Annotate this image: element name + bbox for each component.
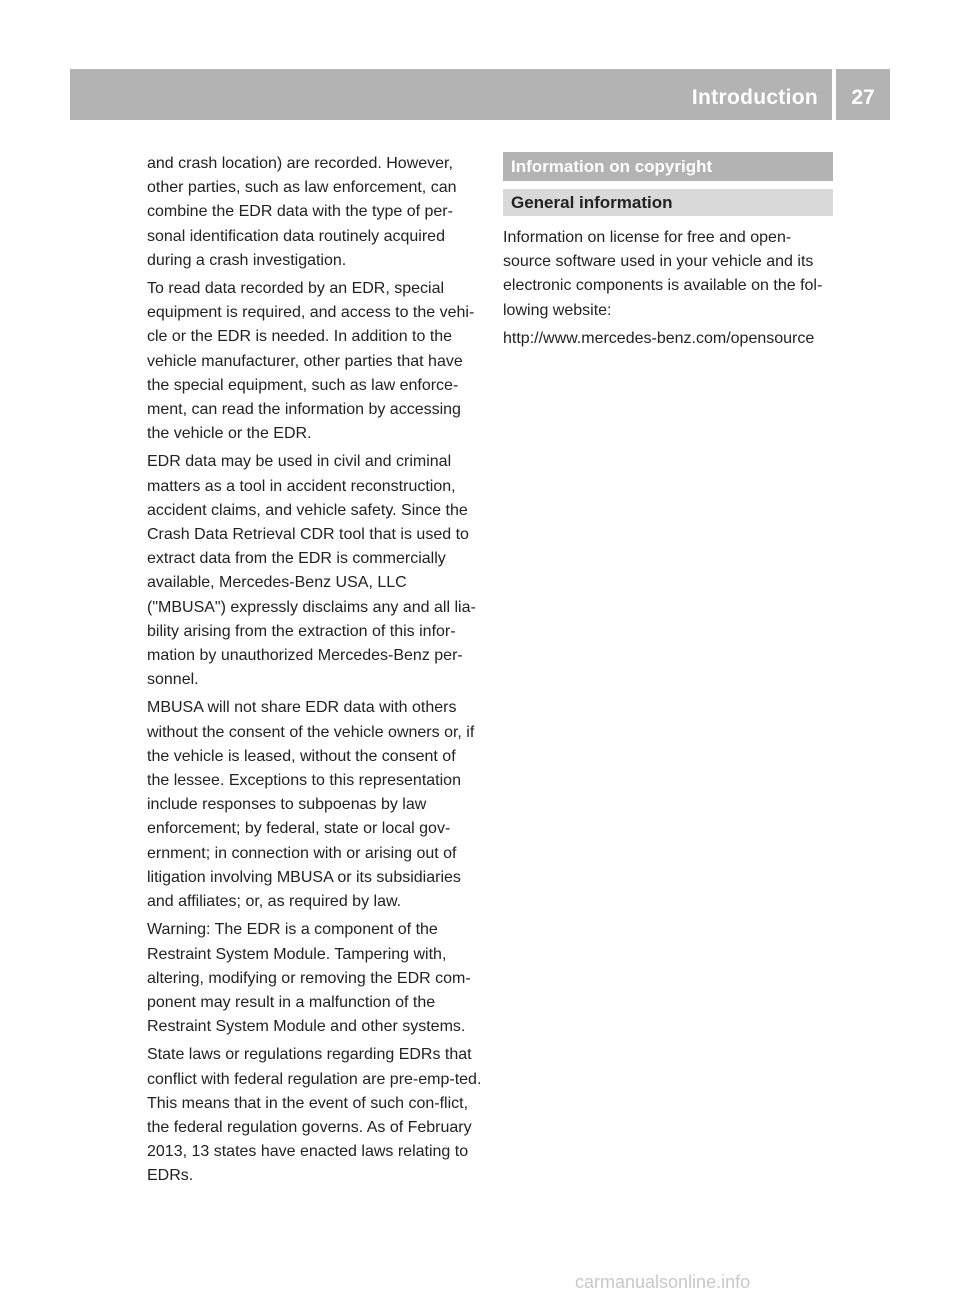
paragraph: State laws or regulations regarding EDRs that conflict with federal regulation are pre-emp-ted. This means that in the event of such con-flict, the federal regulation governs. As of February 2013, 13 states have enacted laws relating to EDRs. — [147, 1046, 482, 1185]
paragraph: MBUSA will not share EDR data with others without the consent of the vehicle owners or, if the vehicle is leased, without the consent of the lessee. Exceptions to this representation include responses to subpoenas by law enforcement; by federal, state or local gov-ernment; in connection with or arising out of litigation involving MBUSA or its subsidiaries and affiliates; or, as required by law. — [147, 699, 475, 911]
watermark: carmanualsonline.info — [575, 1272, 751, 1292]
left-column — [147, 152, 482, 1193]
paragraph: Warning: The EDR is a component of the Restraint System Module. Tampering with, altering, modifying or removing the EDR com-ponent may result in a malfunction of the Restraint System Module and other systems. — [147, 921, 471, 1036]
page-number: 27 — [851, 86, 875, 109]
paragraph: and crash location) are recorded. However, other parties, such as law enforcement, can combine the EDR data with the type of per-sonal identification data routinely acquired during a crash investigation. — [147, 155, 457, 269]
chapter-title: Introduction — [691, 86, 818, 109]
paragraph: EDR data may be used in civil and criminal matters as a tool in accident reconstruction, accident claims, and vehicle safety. Since the Crash Data Retrieval CDR tool that is used to extract data from the EDR is commercially available, Mercedes-Benz USA, LLC ("MBUSA") expressly disclaims any and all lia-bility arising from the extraction of this infor-mation by unauthorized Mercedes-Benz per-sonnel. — [147, 453, 476, 689]
section-heading: Information on copyright — [503, 152, 833, 181]
subsection-heading: General information — [503, 189, 833, 216]
right-column — [503, 152, 833, 351]
license-paragraph: Information on license for free and open-source software used in your vehicle and its electronic components is available on the fol-lowing website: — [503, 229, 823, 319]
opensource-url: http://www.mercedes-benz.com/opensource — [503, 329, 815, 347]
paragraph: To read data recorded by an EDR, special equipment is required, and access to the vehi-cle or the EDR is needed. In addition to the vehicle manufacturer, other parties that have the special equipment, such as law enforce-ment, can read the information by accessing the vehicle or the EDR. — [147, 280, 475, 443]
